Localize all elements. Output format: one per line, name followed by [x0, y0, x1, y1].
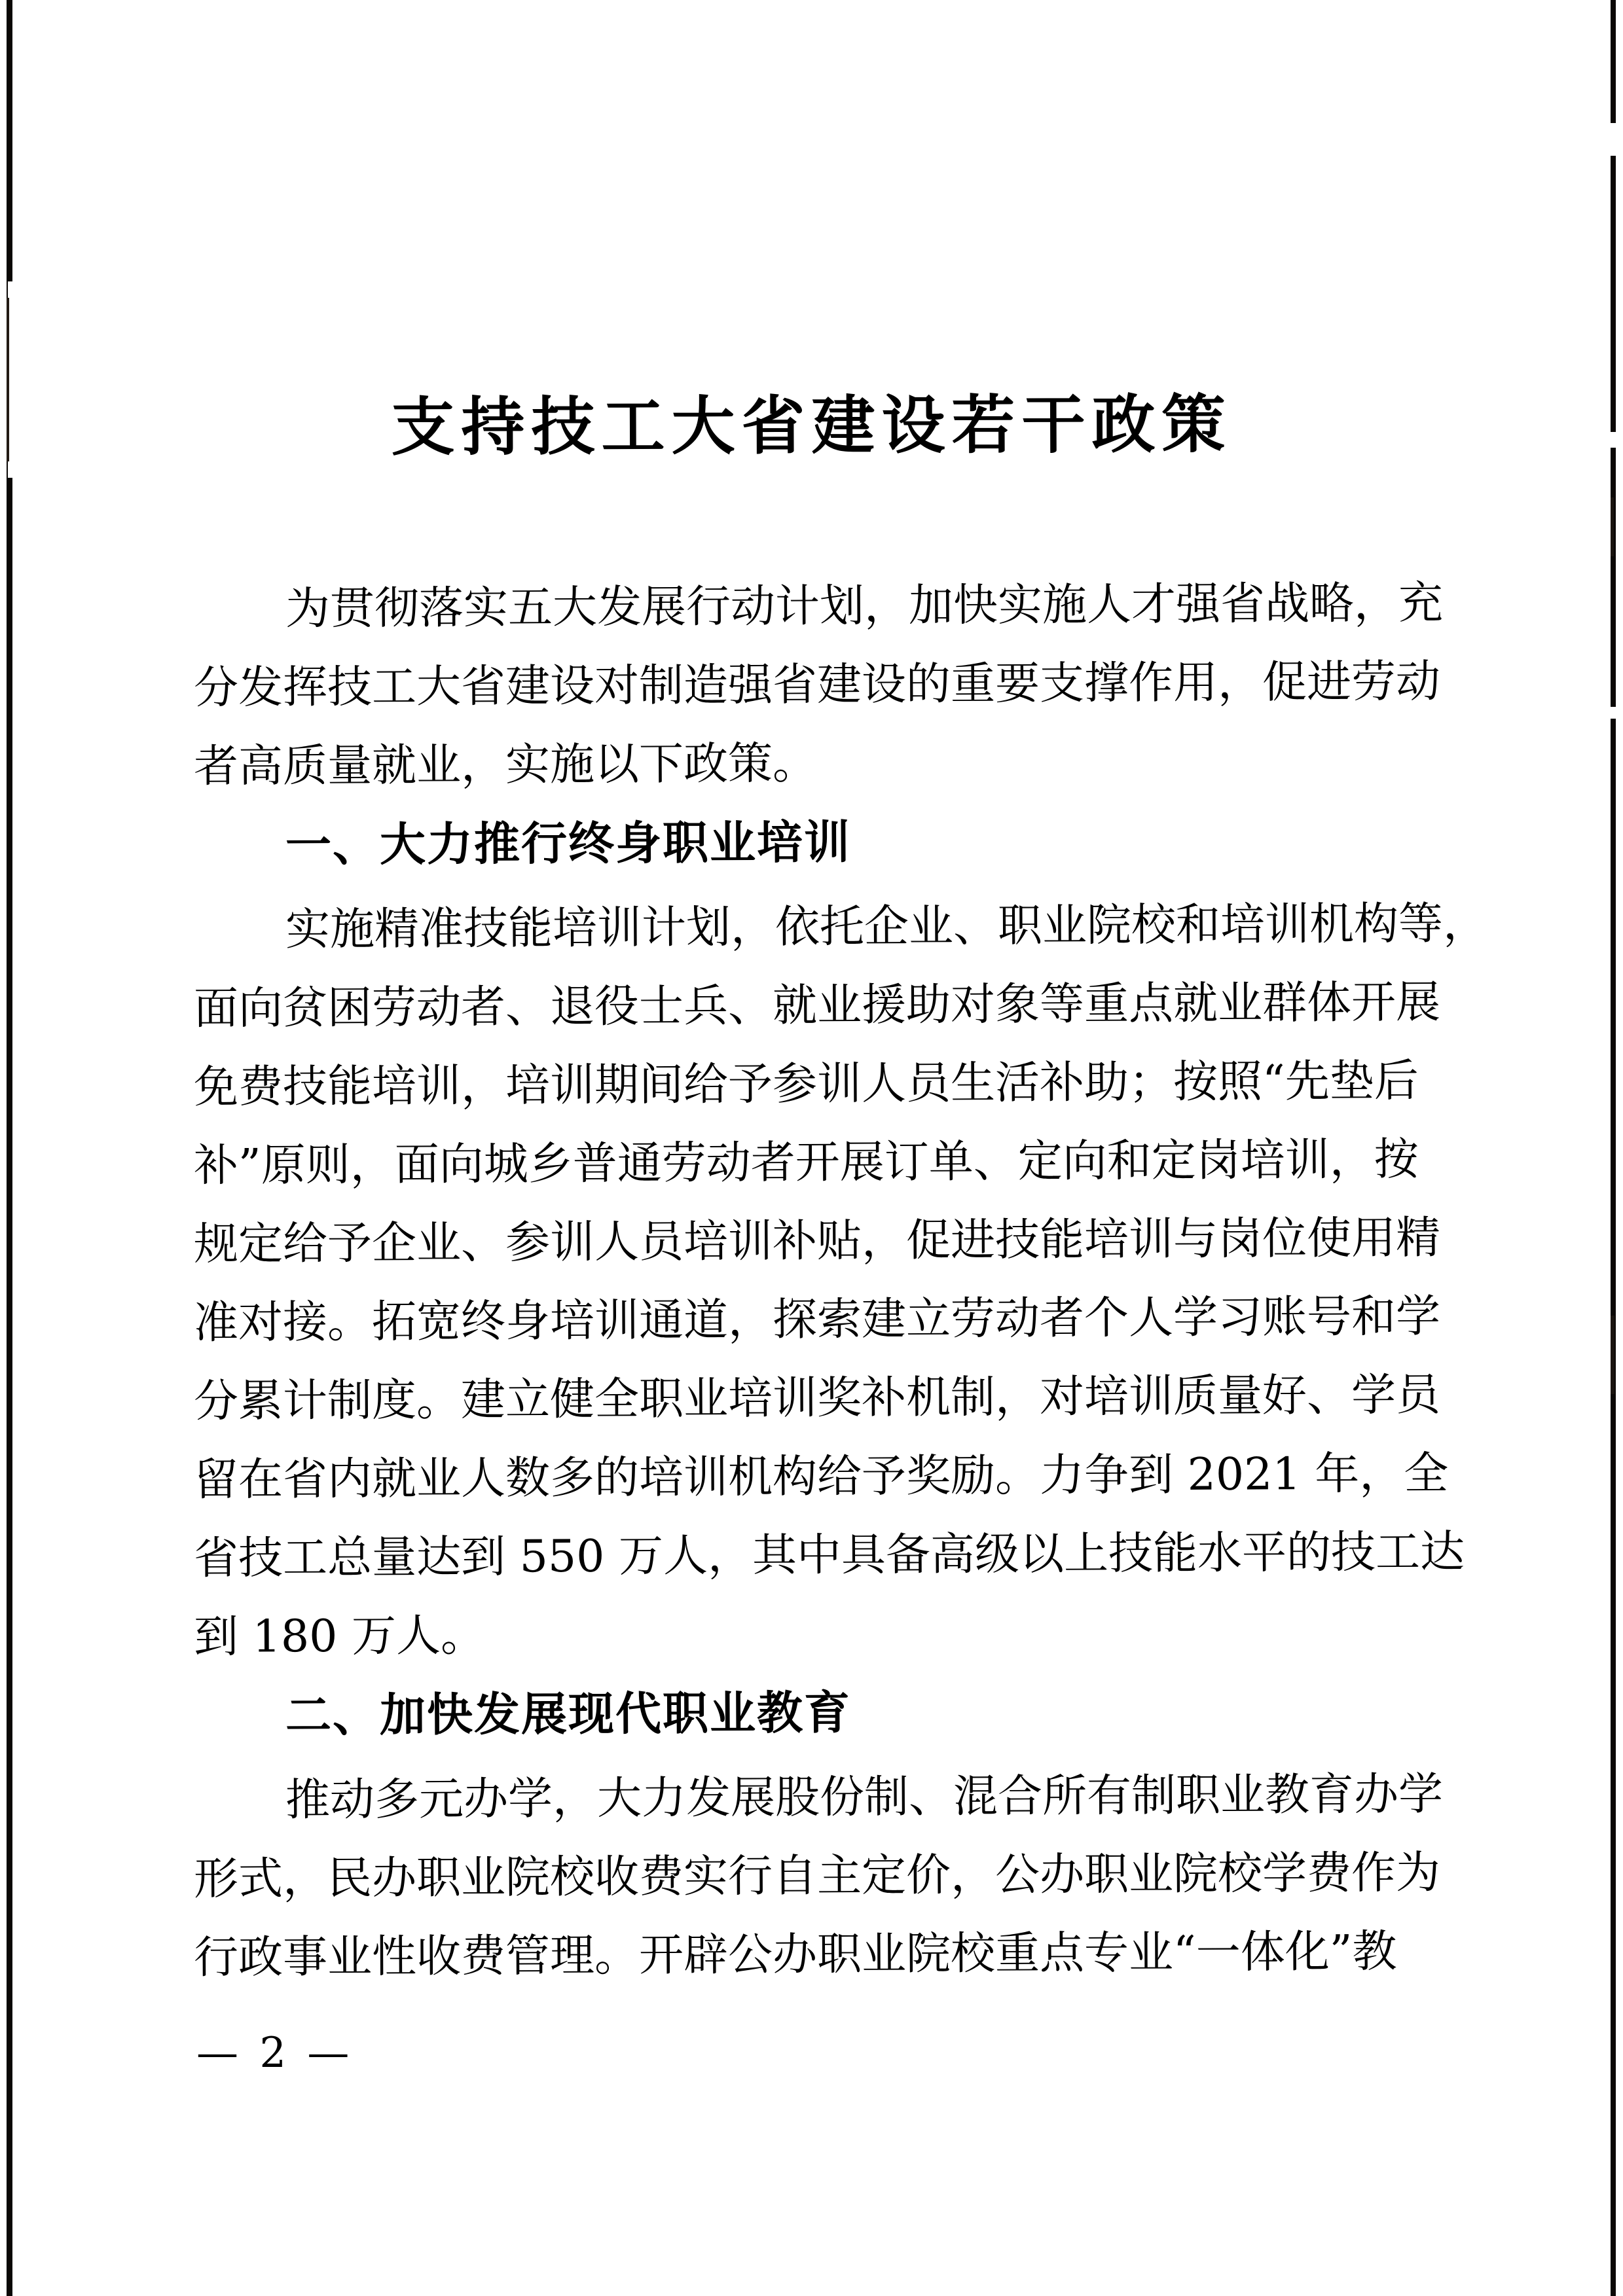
preamble-line: 分发挥技工大省建设对制造强省建设的重要支撑作用，促进劳动: [193, 656, 1441, 714]
section-2-line: 推动多元办学，大力发展股份制、混合所有制职业教育办学: [285, 1768, 1444, 1827]
preamble-line: 为贯彻落实五大发展行动计划，加快实施人才强省战略，充: [285, 577, 1444, 636]
section-1-line: 面向贫困劳动者、退役士兵、就业援助对象等重点就业群体开展: [193, 977, 1441, 1035]
section-1-line: 准对接。拓宽终身培训通道，探索建立劳动者个人学习账号和学: [193, 1291, 1441, 1349]
section-1-line: 留在省内就业人数多的培训机构给予奖励。力争到 2021 年，全: [193, 1447, 1449, 1506]
page-title: 支持技工大省建设若干政策: [391, 386, 1232, 465]
section-1-line: 规定给予企业、参训人员培训补贴，促进技能培训与岗位使用精: [193, 1212, 1441, 1270]
preamble-line: 者高质量就业，实施以下政策。: [193, 738, 818, 793]
section-heading-1: 一、大力推行终身职业培训: [285, 815, 852, 872]
section-1-line: 分累计制度。建立健全职业培训奖补机制，对培训质量好、学员: [193, 1369, 1441, 1427]
section-2-line: 行政事业性收费管理。开辟公办职业院校重点专业“一体化”教: [193, 1926, 1397, 1984]
section-heading-2: 二、加快发展现代职业教育: [285, 1685, 852, 1743]
section-1-line: 到 180 万人。: [193, 1609, 486, 1663]
section-1-line: 实施精准技能培训计划，依托企业、职业院校和培训机构等，: [285, 897, 1488, 956]
section-2-line: 形式，民办职业院校收费实行自主定价，公办职业院校学费作为: [193, 1847, 1441, 1905]
page-number: — 2 —: [196, 2029, 354, 2077]
section-1-line: 补”原则，面向城乡普通劳动者开展订单、定向和定岗培训，按: [193, 1134, 1419, 1192]
document-body: [193, 571, 1488, 1998]
section-1-line: 免费技能培训，培训期间给予参训人员生活补助；按照“先垫后: [193, 1055, 1419, 1113]
section-1-line: 省技工总量达到 550 万人，其中具备高级以上技能水平的技工达: [193, 1526, 1465, 1585]
